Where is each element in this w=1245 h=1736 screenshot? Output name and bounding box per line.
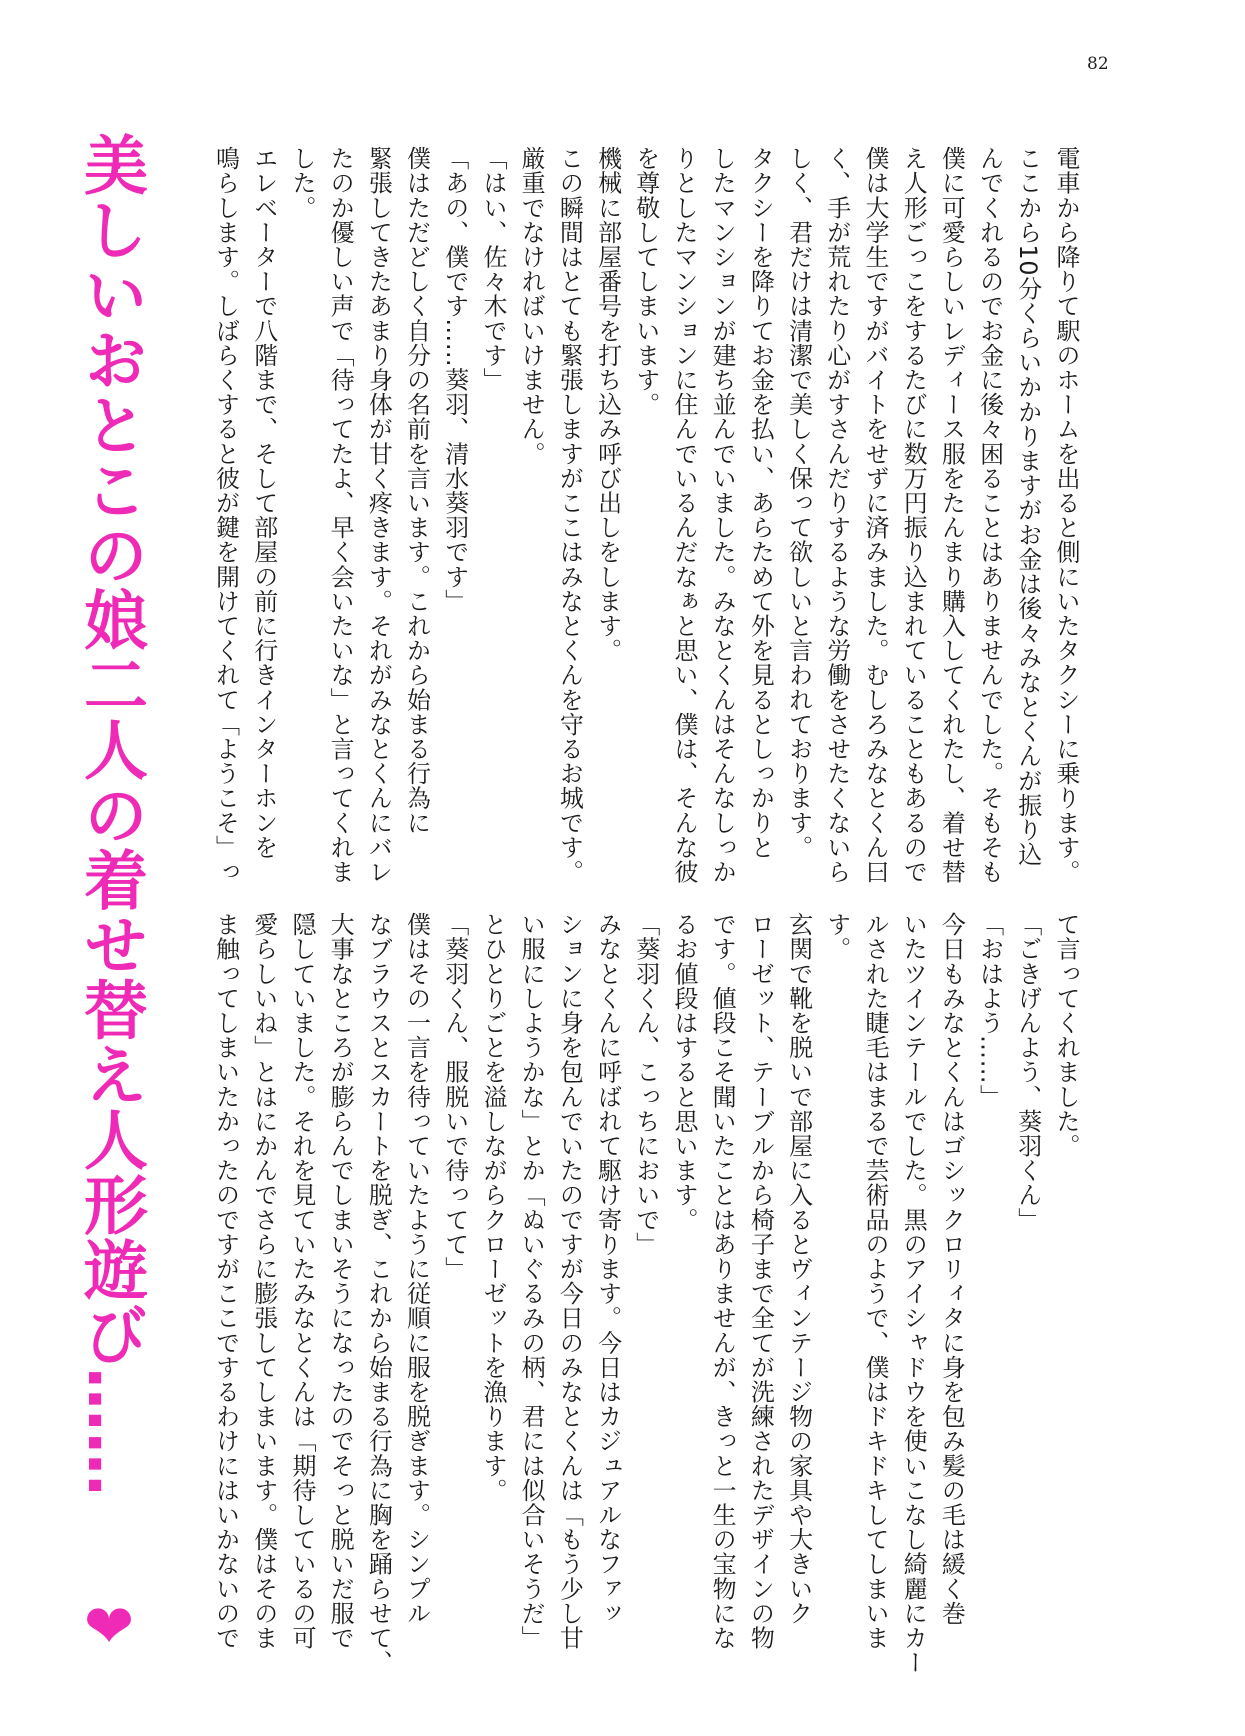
text-line: るお値段はすると思います。 xyxy=(669,912,698,1232)
text-line: たのか優しい声で「待ってたよ、早く会いたいな」と言ってくれま xyxy=(326,146,355,884)
body-text-top xyxy=(165,146,1085,884)
text-line: みなとくんに呼ばれて駆け寄ります。今日はカジュアルなファッ xyxy=(593,912,622,1626)
body-text-bottom xyxy=(165,912,1085,1675)
heart-icon: ❤ xyxy=(83,1592,135,1662)
text-line: 僕は大学生ですがバイトをせずに済みました。むしろみなとくん曰 xyxy=(860,146,889,884)
page-number: 82 xyxy=(1087,54,1109,74)
text-line: ルされた睫毛はまるで芸術品のようで、僕はドキドキしてしまいま xyxy=(860,912,889,1650)
text-line: ションに身を包んでいたのですが今日のみなとくんは「もう少し甘 xyxy=(555,912,584,1650)
text-line: 隠していました。それを見ていたみなとくんは「期待しているの可 xyxy=(287,912,316,1650)
text-line: 玄関で靴を脱いで部屋に入るとヴィンテージ物の家具や大きいク xyxy=(784,912,813,1626)
text-line: 「葵羽くん、こっちにおいで」 xyxy=(631,912,660,1257)
text-line: て言ってくれました。 xyxy=(1052,912,1080,1158)
text-line: え人形ごっこをするたびに数万円振り込まれていることもあるので xyxy=(899,146,928,884)
text-line: 機械に部屋番号を打ち込み呼び出しをします。 xyxy=(593,146,622,663)
text-line: 「葵羽くん、服脱いで待ってて」 xyxy=(440,912,469,1281)
text-line: です。値段こそ聞いたことはありませんが、きっと一生の宝物にな xyxy=(708,912,737,1650)
text-line: エレベーターで八階まで、そして部屋の前に行きインターホンを xyxy=(249,146,278,860)
text-line: 鳴らします。しばらくすると彼が鍵を開けてくれて「ようこそ」っ xyxy=(211,146,240,884)
text-line: く、手が荒れたり心がすさんだりするような労働をさせたくないら xyxy=(822,146,851,884)
text-line: 愛らしいね」とはにかんでさらに膨張してしまいます。僕はそのま xyxy=(249,912,278,1650)
text-line: を尊敬してしまいます。 xyxy=(631,146,660,417)
text-line: りとしたマンションに住んでいるんだなぁと思い、僕は、そんな彼 xyxy=(669,146,698,884)
text-line: 厳重でなければいけません。 xyxy=(517,146,546,466)
text-line: い服にしようかな」とか「ぬいぐるみの柄、君には似合いそうだ」 xyxy=(517,912,546,1650)
text-line: 僕はただどしく自分の名前を言います。これから始まる行為に xyxy=(402,146,431,835)
text-line: しく、君だけは清潔で美しく保って欲しいと言われております。 xyxy=(784,146,813,860)
text-line: 大事なところが膨らんでしまいそうになったのでそっと脱いだ服で xyxy=(326,912,355,1650)
text-line: タクシーを降りてお金を払い、あらためて外を見るとしっかりと xyxy=(746,146,775,860)
text-line: す。 xyxy=(822,912,851,962)
chapter-title: 美しいおとこの娘二人の着せ替え人形遊び…… xyxy=(73,132,147,1497)
text-line: 僕に可愛らしいレディース服をたんまり購入してくれたし、着せ替 xyxy=(937,146,966,884)
text-line: 緊張してきたあまり身体が甘く疼きます。それがみなとくんにバレ xyxy=(364,146,393,884)
text-line: 今日もみなとくんはゴシックロリィタに身を包み髪の毛は緩く巻 xyxy=(937,912,966,1626)
text-line: したマンションが建ち並んでいました。みなとくんはそんなしっか xyxy=(708,146,737,884)
text-line: した。 xyxy=(287,146,316,220)
text-line: んでくれるのでお金に後々困ることはありませんでした。そもそも xyxy=(975,146,1004,884)
text-line: とひとりごとを溢しながらクローゼットを漁ります。 xyxy=(478,912,507,1503)
text-line: 「はい、佐々木です」 xyxy=(478,146,507,392)
text-line: 「ごきげんよう、葵羽くん」 xyxy=(1013,912,1042,1232)
text-line: ここから10分くらいかかりますがお金は後々みなとくんが振り込 xyxy=(1013,146,1042,867)
text-line: 僕はその一言を待っていたように従順に服を脱ぎます。シンプル xyxy=(402,912,431,1626)
text-line: 電車から降りて駅のホームを出ると側にいたタクシーに乗ります。 xyxy=(1052,146,1080,884)
text-line: なブラウスとスカートを脱ぎ、これから始まる行為に胸を踊らせて、 xyxy=(364,912,393,1675)
text-line: この瞬間はとても緊張しますがここはみなとくんを守るお城です。 xyxy=(555,146,584,884)
text-line: 「あの、僕です……葵羽、清水葵羽です」 xyxy=(440,146,469,614)
text-line: ま触ってしまいたかったのですがここでするわけにはいかないので xyxy=(211,912,240,1650)
text-line: 「おはよう……」 xyxy=(975,912,1004,1109)
text-line: いたツインテールでした。黒のアイシャドウを使いこなし綺麗にカー xyxy=(899,912,928,1675)
text-line: ローゼット、テーブルから椅子まで全てが洗練されたデザインの物 xyxy=(746,912,775,1650)
